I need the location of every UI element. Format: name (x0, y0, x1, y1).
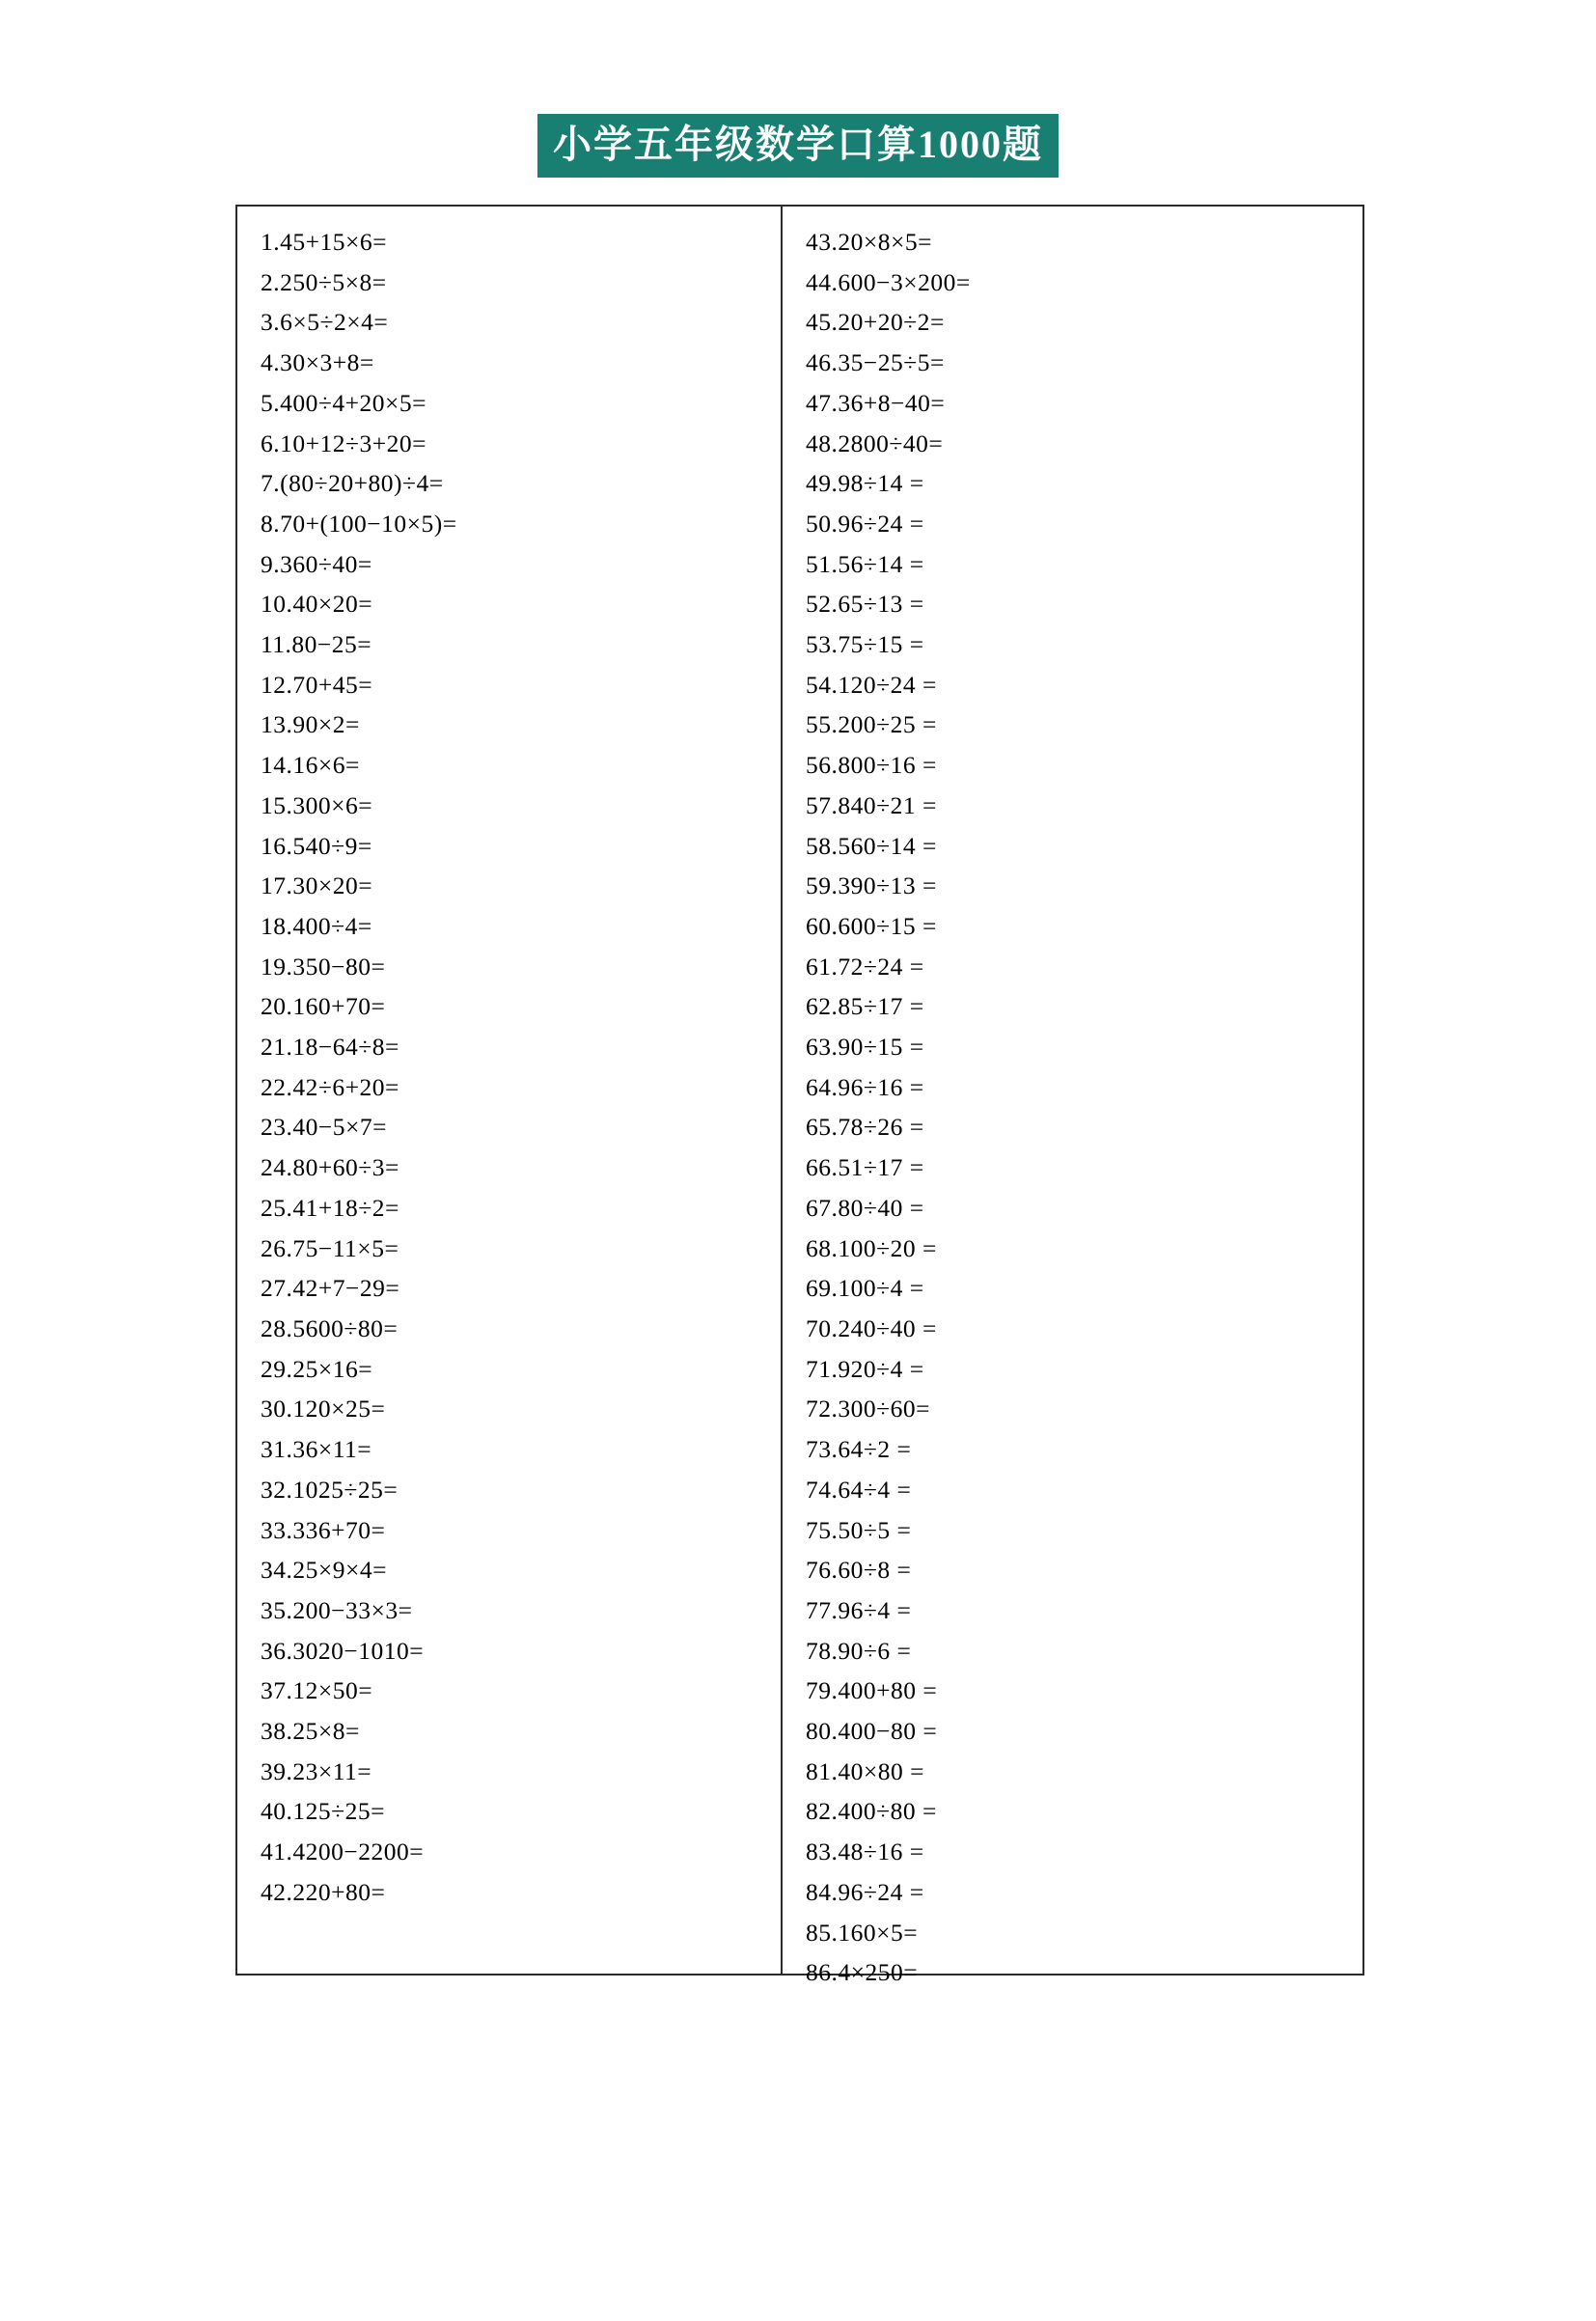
problem-item: 70.240÷40 = (806, 1313, 937, 1342)
problem-item: 23.40−5×7= (261, 1113, 388, 1142)
problem-item: 4.30×3+8= (261, 348, 374, 377)
problem-item: 58.560÷14 = (806, 831, 937, 860)
problem-item: 80.400−80 = (806, 1717, 938, 1746)
problem-item: 75.50÷5 = (806, 1515, 912, 1544)
problem-item: 81.40×80 = (806, 1756, 925, 1785)
problem-item: 53.75÷15 = (806, 630, 924, 659)
problem-item: 25.41+18÷2= (261, 1193, 399, 1222)
problem-item: 5.400÷4+20×5= (261, 388, 427, 417)
problem-item: 48.2800÷40= (806, 428, 944, 457)
problem-item: 67.80÷40 = (806, 1193, 924, 1222)
problem-item: 40.125÷25= (261, 1797, 386, 1826)
problem-item: 15.300×6= (261, 790, 373, 819)
problem-item: 61.72÷24 = (806, 952, 924, 981)
problem-item: 83.48÷16 = (806, 1837, 924, 1866)
problem-item: 42.220+80= (261, 1877, 386, 1906)
problem-item: 46.35−25÷5= (806, 348, 945, 377)
problem-item: 59.390÷13 = (806, 871, 937, 900)
problem-item: 49.98÷14 = (806, 469, 924, 498)
problem-item: 9.360÷40= (261, 549, 372, 578)
problem-item: 1.45+15×6= (261, 228, 388, 256)
problem-item: 35.200−33×3= (261, 1595, 413, 1624)
problem-item: 31.36×11= (261, 1435, 372, 1464)
problem-item: 63.90÷15 = (806, 1033, 924, 1062)
problem-item: 30.120×25= (261, 1395, 386, 1423)
problem-item: 64.96÷16 = (806, 1072, 924, 1101)
problem-item: 2.250÷5×8= (261, 267, 387, 296)
problem-item: 21.18−64÷8= (261, 1033, 399, 1062)
problem-item: 74.64÷4 = (806, 1475, 912, 1504)
problem-item: 43.20×8×5= (806, 228, 933, 256)
problem-item: 37.12×50= (261, 1676, 373, 1705)
problem-item: 6.10+12÷3+20= (261, 428, 427, 457)
problem-item: 12.70+45= (261, 670, 373, 699)
problem-item: 47.36+8−40= (806, 388, 946, 417)
problem-item: 62.85÷17 = (806, 992, 924, 1021)
problem-item: 72.300÷60= (806, 1395, 931, 1423)
problem-item: 66.51÷17 = (806, 1153, 924, 1182)
problem-item: 45.20+20÷2= (806, 308, 945, 337)
problem-item: 18.400÷4= (261, 911, 372, 940)
problem-item: 38.25×8= (261, 1717, 360, 1746)
problem-item: 71.920÷4 = (806, 1354, 924, 1383)
problem-item: 50.96÷24 = (806, 509, 924, 538)
problem-item: 52.65÷13 = (806, 590, 924, 619)
problem-item: 22.42÷6+20= (261, 1072, 399, 1101)
problem-item: 29.25×16= (261, 1354, 373, 1383)
problem-item: 19.350−80= (261, 952, 386, 981)
problem-item: 55.200÷25 = (806, 710, 937, 739)
problem-item: 57.840÷21 = (806, 790, 937, 819)
problem-item: 13.90×2= (261, 710, 360, 739)
problem-item: 84.96÷24 = (806, 1877, 924, 1906)
problem-item: 39.23×11= (261, 1756, 372, 1785)
problem-item: 44.600−3×200= (806, 267, 971, 296)
problem-item: 32.1025÷25= (261, 1475, 399, 1504)
problem-item: 7.(80÷20+80)÷4= (261, 469, 444, 498)
problem-item: 10.40×20= (261, 590, 373, 619)
problem-item: 14.16×6= (261, 751, 360, 780)
problem-item: 60.600÷15 = (806, 911, 937, 940)
right-column (783, 207, 1362, 1987)
problem-item: 54.120÷24 = (806, 670, 937, 699)
problem-item: 33.336+70= (261, 1515, 386, 1544)
problem-item: 28.5600÷80= (261, 1313, 399, 1342)
problem-item: 86.4×250= (806, 1958, 919, 1987)
problem-item: 16.540÷9= (261, 831, 372, 860)
problem-item: 69.100÷4 = (806, 1274, 924, 1303)
problems-table (235, 205, 1364, 1987)
problem-item: 78.90÷6 = (806, 1636, 912, 1665)
problem-item: 82.400÷80 = (806, 1797, 937, 1826)
problem-item: 20.160+70= (261, 992, 386, 1021)
problem-item: 3.6×5÷2×4= (261, 308, 389, 337)
problem-item: 17.30×20= (261, 871, 373, 900)
problem-item: 73.64÷2 = (806, 1435, 912, 1464)
problem-item: 56.800÷16 = (806, 751, 937, 780)
problem-item: 11.80−25= (261, 630, 372, 659)
page-title-container (0, 114, 1596, 178)
problem-item: 8.70+(100−10×5)= (261, 509, 457, 538)
left-column (237, 207, 783, 1974)
problem-item: 65.78÷26 = (806, 1113, 924, 1142)
problem-item: 36.3020−1010= (261, 1636, 425, 1665)
problem-item: 24.80+60÷3= (261, 1153, 399, 1182)
problem-item: 77.96÷4 = (806, 1595, 912, 1624)
problem-item: 68.100÷20 = (806, 1233, 937, 1262)
page-title: 小学五年级数学口算1000题 (537, 114, 1059, 178)
problem-item: 51.56÷14 = (806, 549, 924, 578)
problem-item: 34.25×9×4= (261, 1556, 388, 1585)
problem-item: 85.160×5= (806, 1918, 919, 1947)
problem-item: 79.400+80 = (806, 1676, 938, 1705)
problem-item: 27.42+7−29= (261, 1274, 400, 1303)
problem-item: 26.75−11×5= (261, 1233, 399, 1262)
problem-item: 76.60÷8 = (806, 1556, 912, 1585)
problem-item: 41.4200−2200= (261, 1837, 425, 1866)
